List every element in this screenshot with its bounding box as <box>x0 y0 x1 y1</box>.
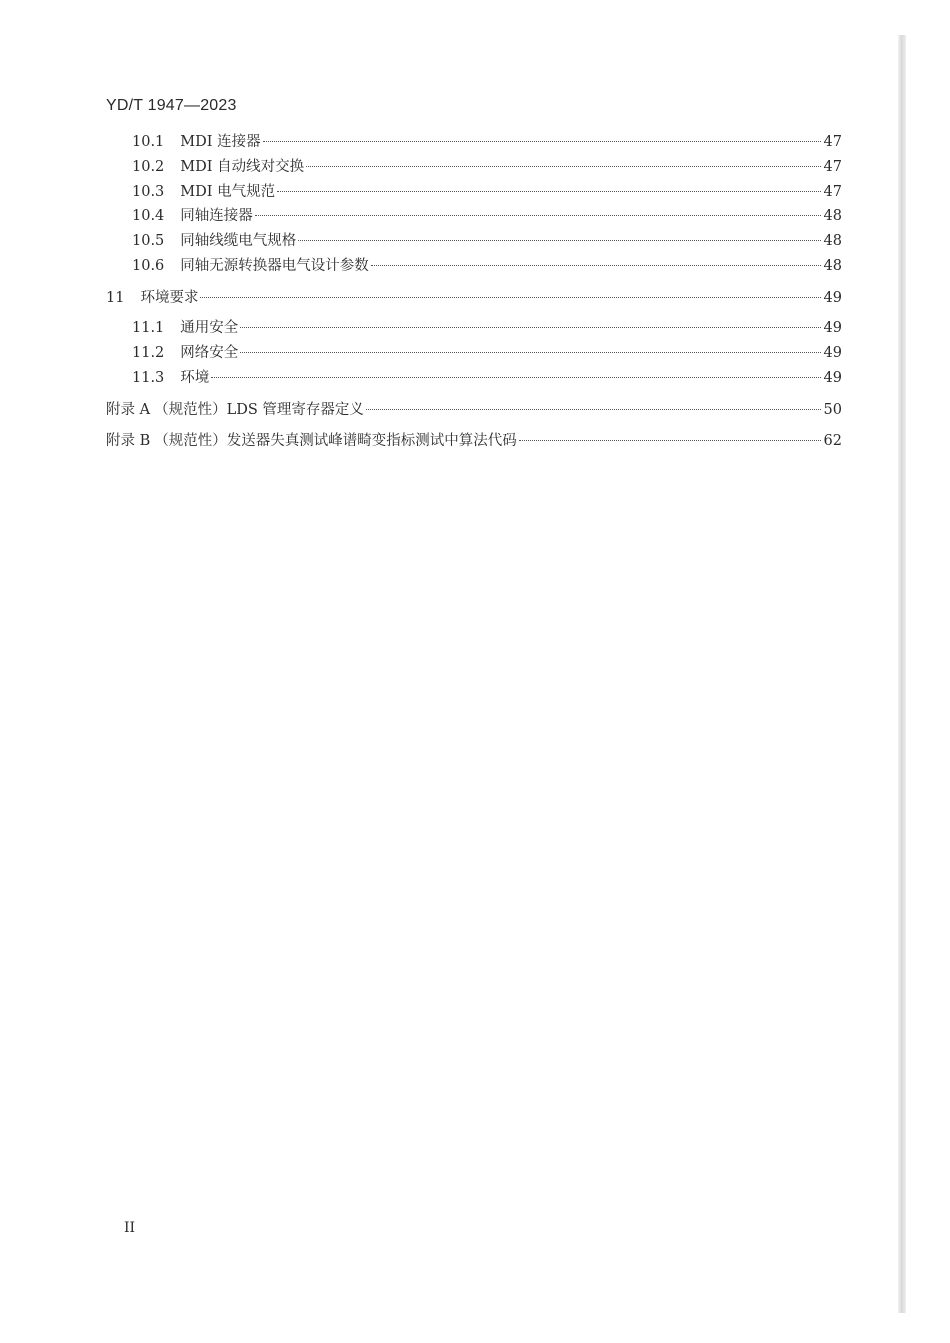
toc-number: 10.1 <box>132 134 165 150</box>
page-folio: II <box>124 1220 136 1236</box>
toc-page-number: 49 <box>823 290 842 306</box>
toc-number: 10.4 <box>132 208 165 224</box>
toc-title: 同轴无源转换器电气设计参数 <box>180 258 369 274</box>
toc-entry-10-2[interactable] <box>132 156 842 178</box>
toc-page-number: 47 <box>823 134 842 150</box>
toc-entry-11-3[interactable] <box>132 367 842 389</box>
toc-page-number: 48 <box>823 233 842 249</box>
toc-title: 通用安全 <box>180 320 239 336</box>
toc-entry-11-2[interactable] <box>132 342 842 364</box>
toc-title: 环境 <box>180 370 210 386</box>
toc-number: 10.5 <box>132 233 165 249</box>
toc-entry-10-5[interactable] <box>132 230 842 252</box>
toc-leader-dots <box>211 377 820 378</box>
toc-leader-dots <box>519 440 821 441</box>
toc-title: 同轴连接器 <box>180 208 253 224</box>
toc-number: 10.6 <box>132 258 165 274</box>
toc-leader-dots <box>298 240 820 241</box>
toc-title: MDI 电气规范 <box>180 184 276 200</box>
toc-leader-dots <box>306 166 820 167</box>
toc-title: （规范性）LDS 管理寄存器定义 <box>154 402 364 418</box>
toc-number: 附录 B <box>106 433 151 449</box>
toc-entry-10-4[interactable] <box>132 205 842 227</box>
toc-title: MDI 连接器 <box>180 134 261 150</box>
toc-number: 附录 A <box>106 402 151 418</box>
toc-leader-dots <box>240 327 820 328</box>
toc-leader-dots <box>263 141 821 142</box>
toc-number: 11.2 <box>132 345 165 361</box>
toc-page-number: 47 <box>823 184 842 200</box>
toc-page-number: 49 <box>823 320 842 336</box>
toc-entry-11-1[interactable] <box>132 317 842 339</box>
toc-entry-10-3[interactable] <box>132 181 842 203</box>
toc-entry-10-6[interactable] <box>132 255 842 277</box>
toc-leader-dots <box>366 409 821 410</box>
document-code: YD/T 1947—2023 <box>106 97 237 114</box>
toc-leader-dots <box>255 215 821 216</box>
toc-title: MDI 自动线对交换 <box>180 159 305 175</box>
toc-number: 11.3 <box>132 370 165 386</box>
toc-title: 环境要求 <box>140 290 199 306</box>
toc-title: 网络安全 <box>180 345 239 361</box>
toc-page-number: 48 <box>823 208 842 224</box>
toc-entry-annex-a[interactable] <box>106 399 842 421</box>
toc-leader-dots <box>277 191 820 192</box>
toc-number: 10.3 <box>132 184 165 200</box>
page-edge-shadow <box>898 35 906 1313</box>
toc-entry-11[interactable] <box>106 287 842 309</box>
toc-number: 10.2 <box>132 159 165 175</box>
toc-number: 11.1 <box>132 320 165 336</box>
toc-leader-dots <box>371 265 821 266</box>
toc-number: 11 <box>106 290 125 306</box>
toc-page-number: 47 <box>823 159 842 175</box>
toc-leader-dots <box>200 297 820 298</box>
toc-page-number: 50 <box>823 402 842 418</box>
toc-page-number: 49 <box>823 370 842 386</box>
toc-title: （规范性）发送器失真测试峰谱畸变指标测试中算法代码 <box>154 433 517 449</box>
toc-page-number: 48 <box>823 258 842 274</box>
toc-page-number: 62 <box>823 433 842 449</box>
toc-entry-10-1[interactable] <box>132 131 842 153</box>
toc-entry-annex-b[interactable] <box>106 430 842 452</box>
toc-title: 同轴线缆电气规格 <box>180 233 297 249</box>
toc-page-number: 49 <box>823 345 842 361</box>
toc-leader-dots <box>240 352 820 353</box>
